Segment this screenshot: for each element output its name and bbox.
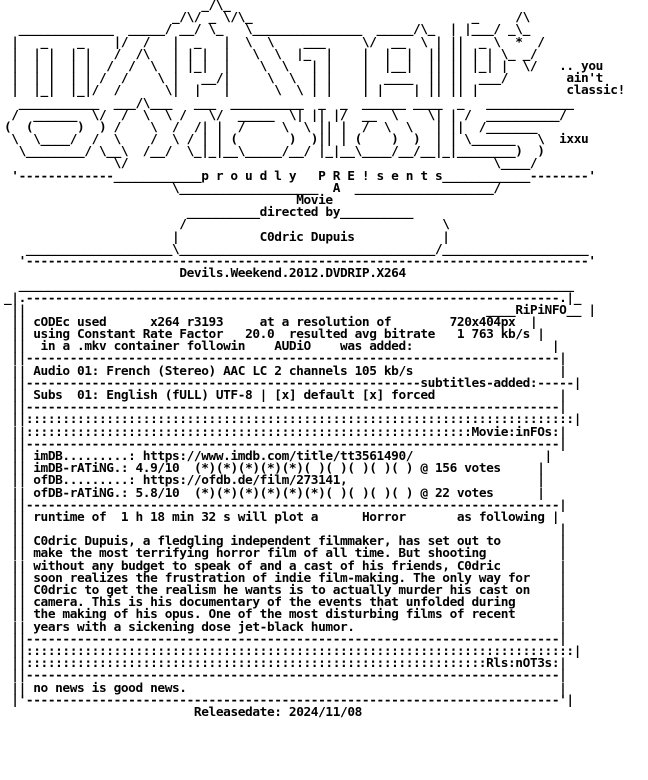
plot-line: || camera. This is his documentary of the events that unfolded during | [4,595,567,611]
ascii-logo [0,0,648,171]
imdb-rating: 4.9/10 [135,461,180,477]
resolution-value: 720x404px [449,314,516,330]
movieinfo-heading: ||:::::::::::::::::::::::::::::::::::::::::::::::::::::::::::::Movie:inFOs:| [4,424,567,440]
box-bottom: |'-------------------------------------------------------------------------'| [4,692,574,708]
nfo-document: _/\_ _/\/ _ \/\_ _ /\ _____________ _____/ __/ \_ \_______________ _____/\_ | |___/ _\_ | _ _ |/ / | _ | \ \ ___ \/ __ \ | || _ \ * / | | | | | / /\ | | | | \ \ |_ | | | | || || | | \_ _/ | | | | | / / \ | |_| | \ \ | | | |__| || || |_| | \/ .. you | | | | | / / \ | __/| \ \ | | | ____ || || ___/ ain't | |_| |_|/ / \| | | \ \ | | | | | || || | classic! ___________ ___/\___ ___ __________ _ _ ______ ____ _ ____________ / ______ \/ / \ \ / \/ _____ \| || |/ __ \ \| | / __________/ ( ( ) ) / \ / /| | / \ \ || | / \ \ | || /_______ \ \____/ / \ / \ / | | ( ) )|| | ( ) ) | | \______ \ ixxu \________/ \__\ /__/ \_|_|__\_____/__/ |_|__\____/__/__|_|________) ) \/ \____/ '-------------____________p r o u d l y P R E ! s e n t s____________--------' \___________________ A ___________________/ Movie __________directed by__________ / \ | C0dric Dupuis | ____________________\___________________________________/____________________ '-----------------------------------------------------------------------------' Devils.Weekend.2012.DVDRIP.X264 ____________________________________________________________________________ _|.-------------------------------------------------------------------------.|_ || ____RiPiNFO__ | || cODEc used x264 r3193 at a resolution of 720x404px | || using Constant Rate Factor 20.0 resulted avg bitrate 1 763 kb/s | || in a .mkv container followin AUDiO was added: | ||-------------------------------------------------------------------------| || Audio 01: French (Stereo) AAC LC 2 channels 105 kb/s | ||------------------------------------------------------subtitles-added:-----| || Subs 01: English (fULL) UTF-8 | [x] default [x] forced | ||-------------------------------------------------------------------------| ||:::::::::::::::::::::::::::::::::::::::::::::::::::::::::::::::::::::::::::| ||:::::::::::::::::::::::::::::::::::::::::::::::::::::::::::::Movie:inFOs:| ||-------------------------------------------------------------------------| || imDB.........: https://www.imdb.com/title/tt3561490/ | || imDB-rATiNG.: 4.9/10 (*)(*)(*)(*)(*)( )( )( )( )( ) @ 156 votes | || ofDB.........: https://ofdb.de/film/273141, | || ofDB-rATiNG.: 5.8/10 (*)(*)(*)(*)(*)(*)( )( )( )( ) @ 22 votes | ||-------------------------------------------------------------------------| || runtime of 1 h 18 min 32 s will plot a Horror as following | || | || C0dric Dupuis, a fledgling independent filmmaker, has set out to | || make the most terrifying horror film of all time. But shooting | || without any budget to speak of and a cast of his friends, C0dric | || soon realizes the frustration of indie film-making. The only way for | || C0dric to get the realism he wants is to actually murder his cast on | || camera. This is his documentary of the events that unfolded during | || the making of his opus. One of the most disturbing films of recent | || years with a sickening dose jet-black humor. | ||-------------------------------------------------------------------------| ||:::::::::::::::::::::::::::::::::::::::::::::::::::::::::::::::::::::::::::| ||:::::::::::::::::::::::::::::::::::::::::::::::::::::::::::::::Rls:nOT3s:| ||-------------------------------------------------------------------------| || no news is good news. | |'-------------------------------------------------------------------------'| Releasedate: 2024/11/08 [0,0,648,780]
plot-line: || make the most terrifying horror film of all time. But shooting | [4,546,567,562]
logo-art-line: _____________ _____/ __/ \_ \_______________ _____/\_ | |___/ _\_ [4,22,530,38]
logo-art-line: _/\_ [4,0,231,13]
logo-art-line: / ______ \/ / \ \ / \/ _____ \| || |/ __ \ \| | / __________/ [4,107,567,123]
logo-art-line: | | | | | / / \ | |_| | \ \ | | | |__| || || |_| | \/ .. you [4,58,603,74]
presents-text: p r o u d l y P R E ! s e n t s [201,168,443,184]
director-name: C0dric Dupuis [259,229,355,245]
a-line: \___________________ A ___________________/ [4,180,501,196]
plot-text [0,536,648,634]
plot-line: || without any budget to speak of and a cast of his friends, C0dric | [4,558,567,574]
logo-art-line: | _ _ |/ / | _ | \ \ ___ \/ __ \ | || _ \ * / [4,34,545,50]
directed-by-label: directed by [259,205,341,221]
release-date-line: Releasedate: 2024/11/08 [193,704,362,720]
logo-art-line: ___________ ___/\___ ___ __________ _ _ ______ ____ _ ____________ [4,95,574,111]
imdb-stars: (*)(*)(*)(*)(*)( )( )( )( )( ) [193,461,414,477]
container-line: || in a .mkv container followin AUDiO was added: | [4,339,560,355]
subtitles-heading: ||------------------------------------------------------subtitles-added:-----| [4,375,582,391]
logo-art-line: | |_| |_|/ / \| | | \ \ | | | | | || || | classic! [4,83,625,99]
crf-line: || using Constant Rate Factor 20.0 resulted avg bitrate 1 763 kb/s | [4,327,545,343]
directed-line: __________directed by__________ [4,205,414,221]
box-top: ____________________________________________________________________________ [4,278,574,294]
codec-value: x264 r3193 [150,314,224,330]
ofdb-line: || ofDB.........: https://ofdb.de/film/273141, | [4,473,545,489]
logo-art-line: | | | | | / / \ | __/| \ \ | | | ____ || || ___/ ain't [4,71,603,87]
ofdb-rating: 5.8/10 [135,485,180,501]
audio-line: || Audio 01: French (Stereo) AAC LC 2 channels 105 kb/s | [4,363,567,379]
box-top2: _|.-------------------------------------------------------------------------.|_ [4,290,582,306]
movie-label: Movie [296,193,333,208]
logo-art-line: ( ( ) ) / \ / /| | / \ \ || | / \ \ | || /_______ [4,119,538,135]
director-box-top: / \ [4,217,450,233]
logo-art-line: \ \____/ / \ / \ / | | ( ) )|| | ( ) ) | | \______ \ ixxu [4,132,589,148]
release-date: 2024/11/08 [288,704,362,720]
ripinfo-heading: || ____RiPiNFO__ | [4,302,596,318]
ripinfo-title: RiPiNFO [515,302,567,318]
notes-title: Rls:nOT3s [486,656,552,672]
audio-track: Audio 01: French (Stereo) AAC LC 2 channels 105 kb/s [33,363,414,379]
plot-line: || years with a sickening dose jet-black humor. | [4,619,567,635]
a-label: A [332,180,341,196]
ofdb-link[interactable]: https://ofdb.de/film/273141, [142,473,348,489]
subs-line: || Subs 01: English (fULL) UTF-8 | [x] default [x] forced | [4,388,567,403]
genre: Horror [361,509,406,525]
codec-line: || cODEc used x264 r3193 at a resolution of 720x404px | [4,314,538,330]
director-line: | C0dric Dupuis | [4,229,450,245]
runtime-value: 1 h 18 min 32 s [120,509,231,525]
runtime-line: || runtime of 1 h 18 min 32 s will plot a Horror as following | [4,509,560,525]
movieinfo-title: Movie:inFOs [471,424,552,440]
subs-track: Subs 01: English (fULL) UTF-8 | [x] default [x] forced [33,388,435,403]
presents-rule: '-------------____________p r o u d l y P R E ! s e n t s____________--------' [4,168,596,184]
notes-text: no news is good news. [33,680,187,696]
rule: '-----------------------------------------------------------------------------' [4,253,596,269]
imdb-line: || imDB.........: https://www.imdb.com/title/tt3561490/ | [4,448,552,464]
ofdb-rating-line: || ofDB-rATiNG.: 5.8/10 (*)(*)(*)(*)(*)(*)( )( )( )( ) @ 22 votes | [4,485,545,501]
logo-art-line: | | | | | / /\ | | | | \ \ |_ | | | | || || | | \_ _/ [4,46,538,62]
release-title: Devils.Weekend.2012.DVDRIP.X264 [179,266,406,282]
crf-value: 20.0 [245,327,275,343]
plot-line: || the making of his opus. One of the most disturbing films of recent | [4,607,567,623]
notes-line: || no news is good news. | [4,680,567,696]
plot-line: || C0dric to get the realism he wants is to actually murder his cast on | [4,583,567,598]
imdb-rating-line: || imDB-rATiNG.: 4.9/10 (*)(*)(*)(*)(*)( )( )( )( )( ) @ 156 votes | [4,461,545,477]
imdb-link[interactable]: https://www.imdb.com/title/tt3561490/ [142,448,414,464]
plot-line: || soon realizes the frustration of indie film-making. The only way for | [4,570,567,586]
logo-art-line: \________/ \__\ /__/ \_|_|__\_____/__/ |_|__\____/__/__|_|________) ) [4,144,545,160]
ofdb-stars: (*)(*)(*)(*)(*)(*)( )( )( )( ) [193,485,414,501]
director-box-bottom: ____________________\___________________________________/____________________ [4,241,589,257]
logo-art-line: \/ \____/ [4,156,538,172]
notes-heading: ||:::::::::::::::::::::::::::::::::::::::::::::::::::::::::::::::Rls:nOT3s:| [4,656,567,672]
bitrate-value: 1 763 kb/s [456,327,530,343]
plot-line: || C0dric Dupuis, a fledgling independent filmmaker, has set out to | [4,534,567,550]
logo-art-line: _/\/ _ \/\_ _ /\ [4,10,530,26]
